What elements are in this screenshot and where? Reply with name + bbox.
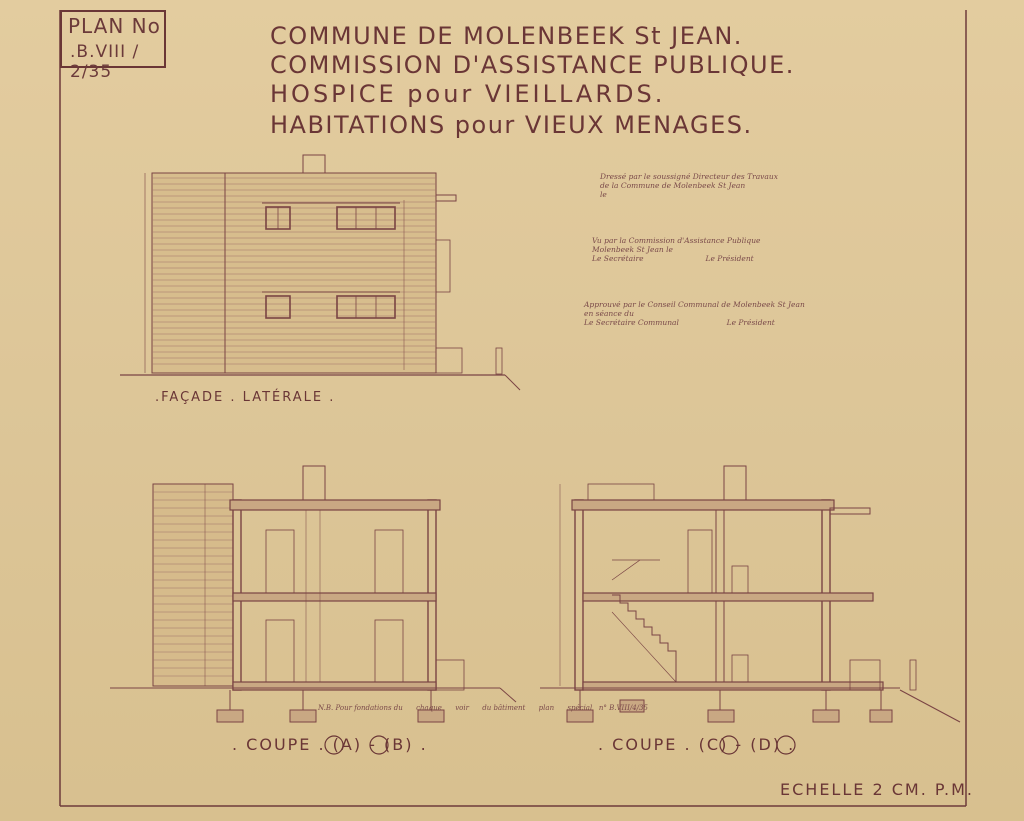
note-approved-by: Approuvé par le Conseil Communal de Molenbeek St Jean en séance du Le Secrétaire Communal Le Président bbox=[584, 300, 805, 327]
plan-label: PLAN No bbox=[68, 14, 161, 38]
caption-section-ab: . COUPE . (A) - (B) . bbox=[232, 735, 428, 754]
plan-number: .B.VIII / 2/35 bbox=[70, 42, 140, 82]
facade-lateral-drawing bbox=[120, 155, 520, 390]
title-line-1: COMMUNE DE MOLENBEEK St JEAN. bbox=[270, 22, 743, 50]
caption-section-cd: . COUPE . (C) - (D) . bbox=[598, 735, 796, 754]
title-line-4: HABITATIONS pour VIEUX MENAGES. bbox=[270, 111, 753, 139]
plan-number-box bbox=[60, 10, 166, 82]
section-cd-drawing bbox=[540, 466, 960, 722]
note-drawn-by: Dressé par le soussigné Directeur des Travaux de la Commune de Molenbeek St Jean le bbox=[600, 172, 778, 199]
note-foundations: N.B. Pour fondations du chaque voir du bâtiment plan spécial n° B.VIII/4/35 bbox=[318, 704, 648, 712]
note-seen-by: Vu par la Commission d'Assistance Publique Molenbeek St Jean le Le Secrétaire Le Président bbox=[592, 236, 761, 263]
section-ab-drawing bbox=[110, 466, 516, 722]
title-line-2: COMMISSION D'ASSISTANCE PUBLIQUE. bbox=[270, 51, 795, 79]
caption-facade-laterale: .FAÇADE . LATÉRALE . bbox=[155, 390, 336, 405]
scale-label: ECHELLE 2 CM. P.M. bbox=[780, 780, 974, 799]
title-line-3: HOSPICE pour VIEILLARDS. bbox=[270, 80, 666, 108]
